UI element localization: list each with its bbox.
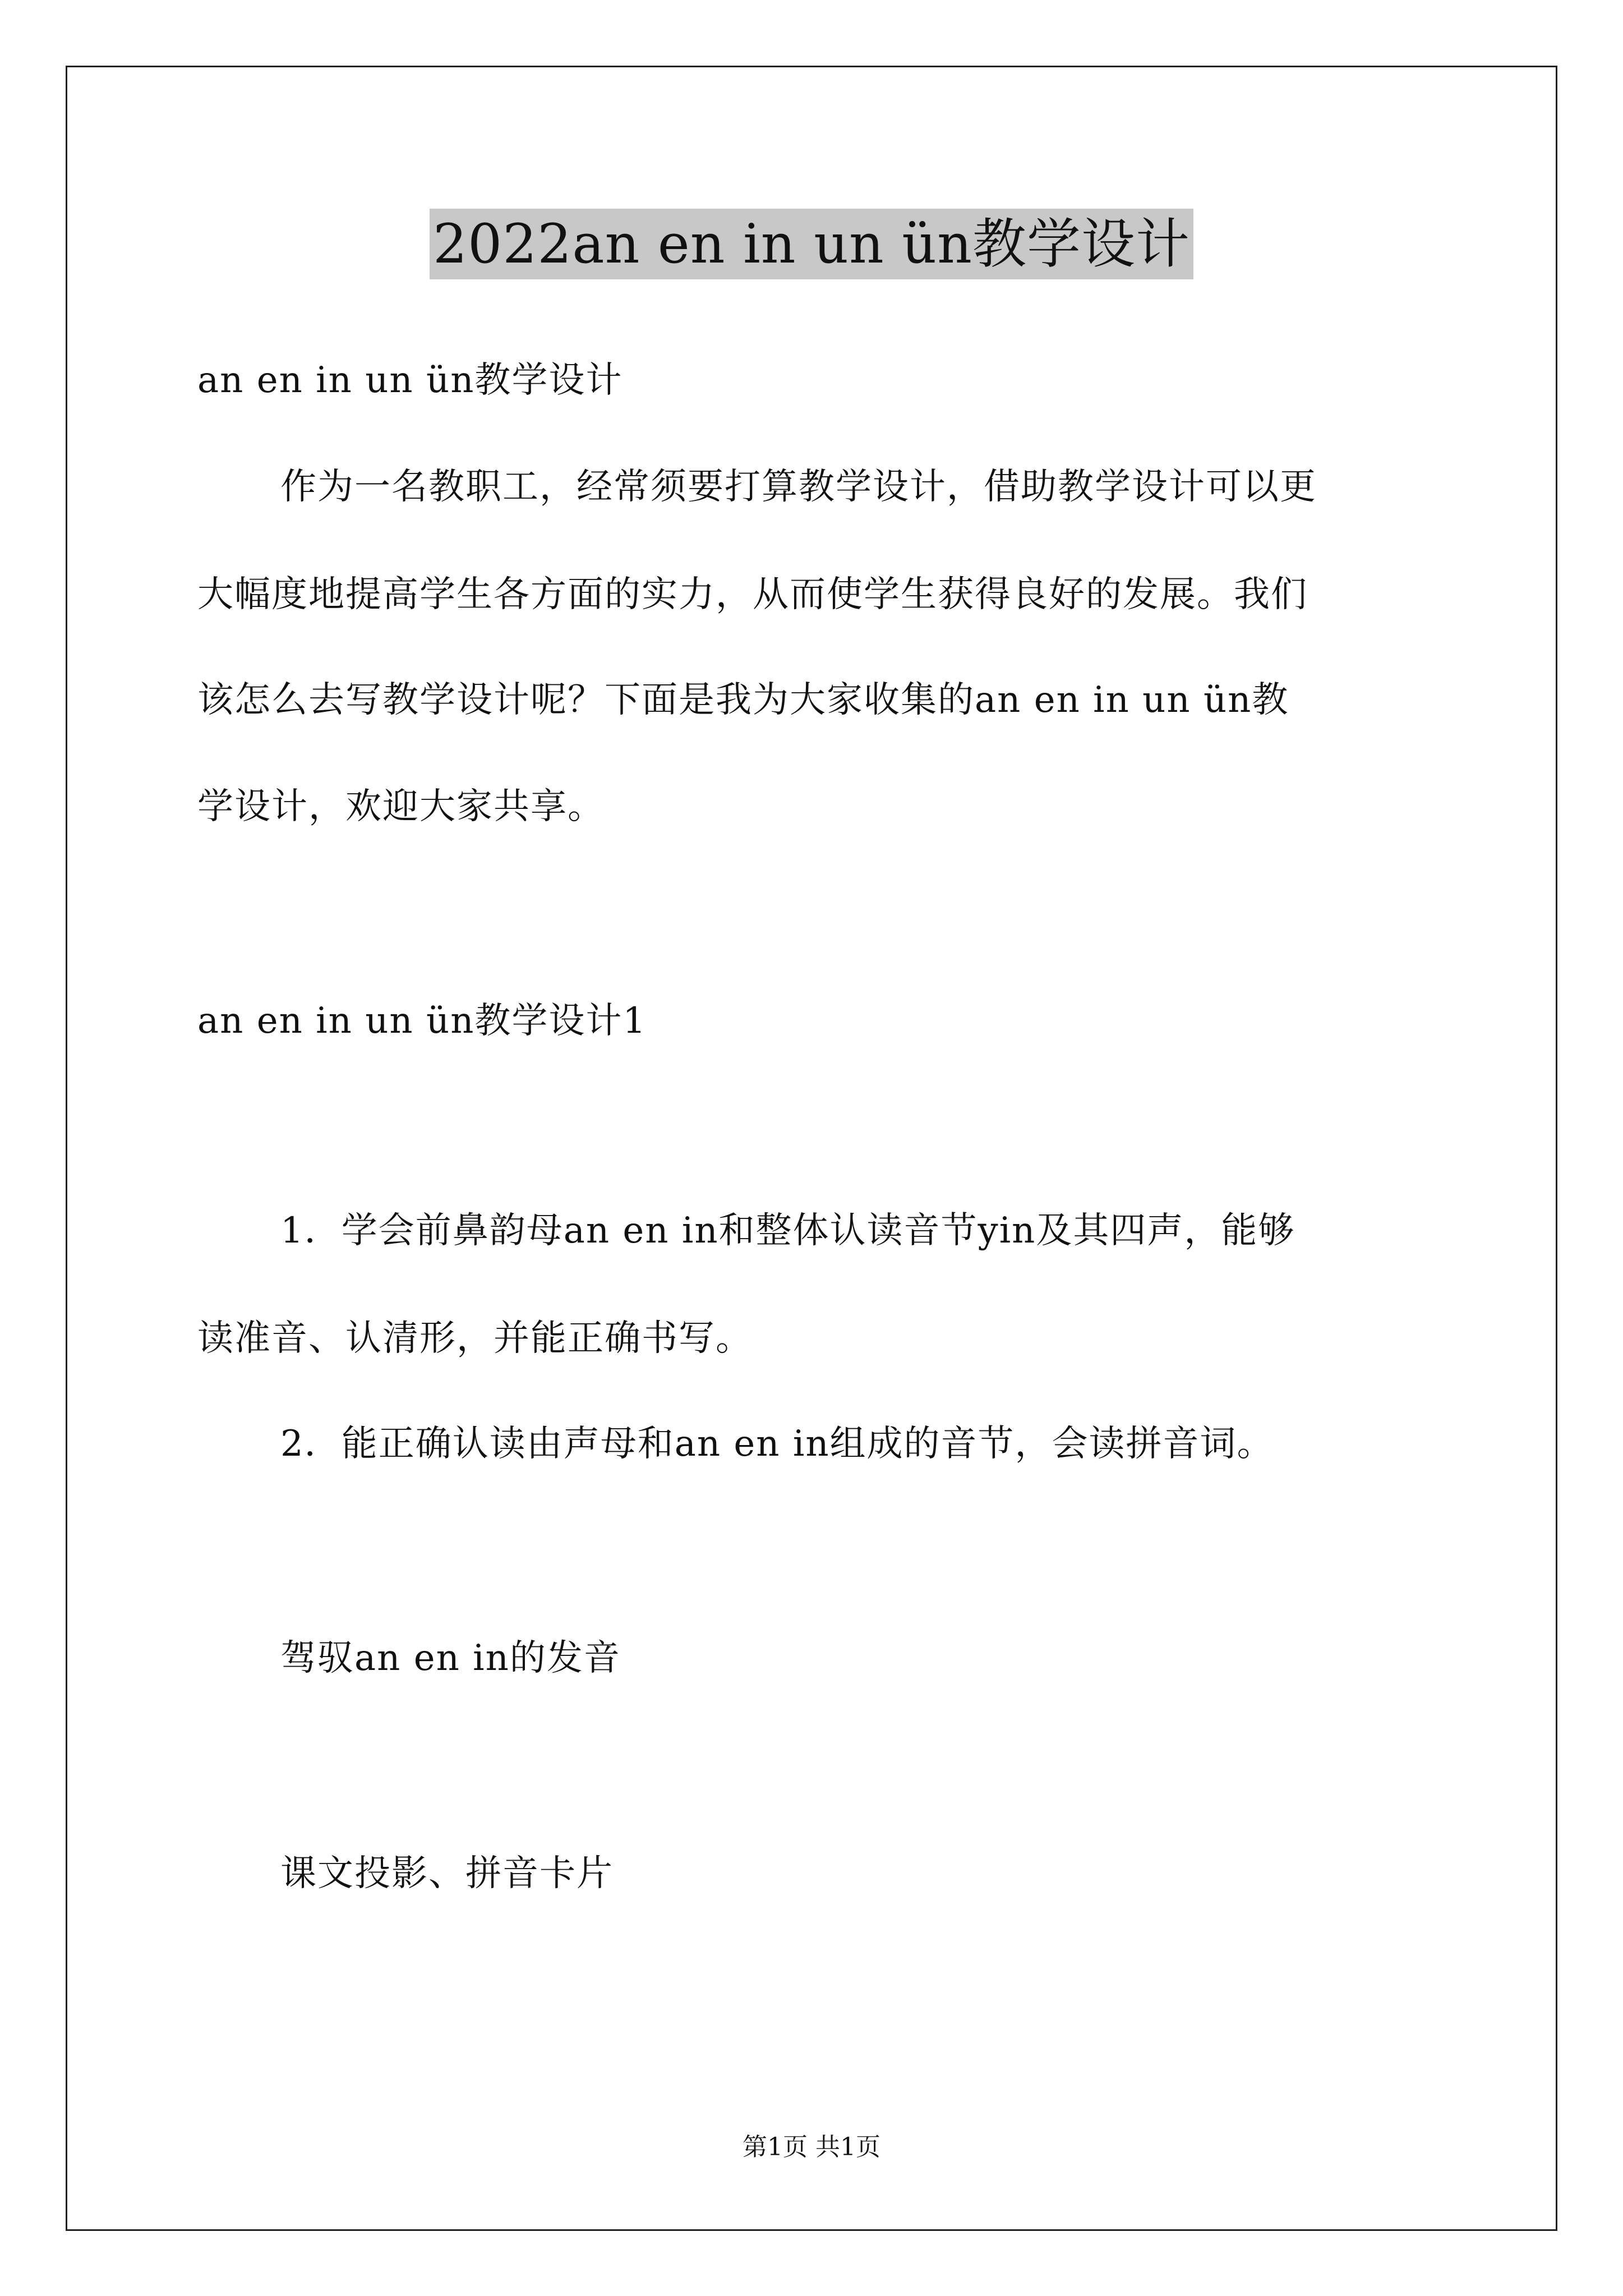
- paragraph-line: 该怎么去写教学设计呢？下面是我为大家收集的an en in un ün教: [197, 679, 1289, 721]
- paragraph-line: 作为一名教职工，经常须要打算教学设计，借助教学设计可以更: [280, 466, 1317, 508]
- materials-line: 课文投影、拼音卡片: [280, 1853, 614, 1894]
- key-point-line: 驾驭an en in的发音: [280, 1637, 621, 1679]
- title-container: [0, 209, 1623, 279]
- section-heading: an en in un ün教学设计1: [197, 1000, 647, 1042]
- subtitle-line: an en in un ün教学设计: [197, 360, 623, 401]
- paragraph-line: 学设计，欢迎大家共享。: [197, 786, 605, 827]
- objective-item-1: 1．学会前鼻韵母an en in和整体认读音节yin及其四声，能够: [280, 1210, 1295, 1251]
- objective-item-2: 2．能正确认读由声母和an en in组成的音节，会读拼音词。: [280, 1423, 1274, 1465]
- document-title: 2022an en in un ün教学设计: [430, 209, 1193, 279]
- paragraph-line: 大幅度地提高学生各方面的实力，从而使学生获得良好的发展。我们: [197, 574, 1308, 615]
- page-footer: 第1页 共1页: [743, 2133, 880, 2161]
- objective-item-1-continued: 读准音、认清形，并能正确书写。: [197, 1318, 753, 1359]
